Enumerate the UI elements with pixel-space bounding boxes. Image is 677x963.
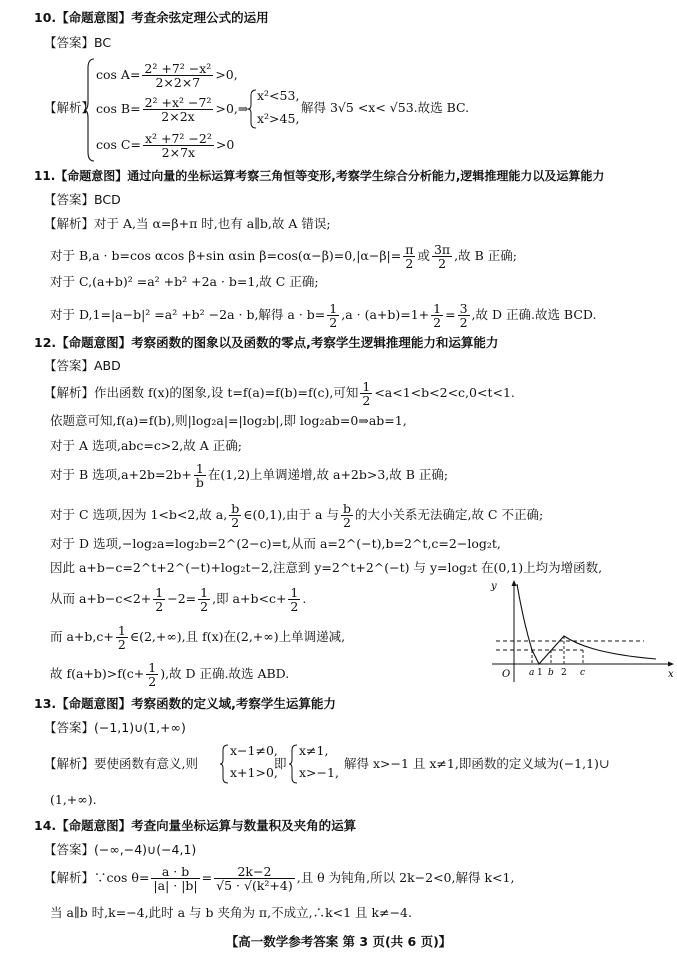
cosC-denominator: 2×7x	[161, 145, 196, 161]
q13-line1-mid: 即	[274, 756, 287, 771]
q12-l9-pre: 而 a+b,c+	[50, 629, 114, 645]
x-axis-arrow	[668, 662, 674, 667]
q14-l1-post: ,且 θ 为钝角,所以 2k−2<0,解得 k<1,	[296, 870, 515, 886]
q12-l5-frac1	[229, 502, 241, 529]
q12-l9-frac-den: 2	[117, 637, 126, 653]
q12-l10-post: ),故 D 正确.故选 ABD.	[160, 666, 290, 682]
q13-sys2a: x≠1,	[299, 743, 329, 758]
q11-title: 11.【命题意图】通过向量的坐标运算考察三角恒等变形,考察学生综合分析能力,逻辑推理能力以及运算能力	[34, 169, 605, 183]
q12-l4-frac-den: b	[195, 475, 204, 491]
q12-l8-post: .	[302, 591, 307, 607]
q11-b-frac2-den: 2	[438, 256, 447, 272]
function-curve	[517, 584, 656, 664]
cosC-numerator: x² +7² −2²	[144, 131, 212, 146]
cosC-label: cos C=	[96, 137, 141, 153]
q12-l8-frac2-num: 1	[200, 585, 209, 600]
q14-l1-frac1	[151, 865, 199, 892]
cosB-label: cos B=	[96, 101, 141, 117]
q10-left-brace	[84, 58, 96, 162]
q12-l1-frac-den: 2	[362, 393, 371, 409]
q12-l5-frac1-num: b	[231, 501, 240, 516]
q12-l8-frac1	[153, 586, 165, 613]
q11-d-frac2-num: 1	[433, 301, 442, 316]
q11-d-frac1	[327, 302, 339, 329]
cosB-fraction	[143, 96, 214, 123]
cosC-fraction	[143, 132, 214, 159]
q11-option-a: 【解析】对于 A,当 α=β+π 时,也有 a∥b,故 A 错误;	[44, 216, 331, 231]
graph-label-c: c	[580, 668, 586, 678]
q10-cosA	[96, 62, 238, 89]
q12-l5-post: 的大小关系无法确定,故 C 不正确;	[354, 507, 544, 523]
q12-l8-frac1-den: 2	[155, 599, 164, 615]
q12-l1-pre: 【解析】作出函数 f(x)的图象,设 t=f(a)=f(b)=f(c),可知	[44, 385, 359, 401]
q10-title: 10.【命题意图】考查余弦定理公式的运用	[34, 10, 269, 25]
q14-l1-frac2	[214, 865, 295, 892]
q11-b-pre: 对于 B,a · b=cos αcos β+sin αsin β=cos(α−β)=0,|α−β|=	[50, 248, 402, 264]
q11-b-frac1-num: π	[405, 242, 414, 257]
q12-l10-frac-num: 1	[148, 660, 157, 675]
q12-l5-mid: ∈(0,1),由于 a 与	[243, 507, 339, 523]
q10-analysis-label: 【解析】	[44, 100, 95, 115]
cosA-post: >0,	[215, 67, 238, 83]
graph-label-origin: O	[502, 669, 511, 680]
q12-l8-frac2-den: 2	[200, 599, 209, 615]
q12-l5-frac2	[341, 502, 353, 529]
q12-l5-frac2-den: 2	[343, 515, 351, 531]
q12-l8-frac3-num: 1	[290, 585, 299, 600]
q12-line2: 依题意可知,f(a)=f(b),则|log₂a|=|log₂b|,即 log₂ab=0⇒ab=1,	[50, 413, 407, 428]
q12-l1-frac	[360, 380, 372, 407]
q10-ineq1: x²<53,	[257, 88, 300, 103]
q11-d-frac1-den: 2	[329, 315, 338, 331]
q12-l9-post: ∈(2,+∞),且 f(x)在(2,+∞)上单调递减,	[129, 629, 346, 645]
cosB-post: >0,⇒	[215, 101, 249, 117]
q11-answer: 【答案】BCD	[44, 192, 121, 207]
q11-b-frac2	[432, 243, 452, 270]
q12-l4-post: 在(1,2)上单调递增,故 a+2b>3,故 B 正确;	[207, 467, 449, 483]
q11-d-frac3-den: 2	[459, 315, 468, 331]
cosA-numerator: 2² +7² −x²	[144, 61, 212, 76]
q12-l9-frac	[116, 624, 128, 651]
q11-b-post: ,故 B 正确;	[454, 248, 517, 264]
q10-cosC	[96, 132, 234, 159]
q12-l1-post: <a<1<b<2<c,0<t<1.	[374, 385, 515, 401]
q11-d-post: ,故 D 正确.故选 BCD.	[471, 307, 597, 323]
q12-l9-frac-num: 1	[117, 623, 126, 638]
q14-title: 14.【命题意图】考查向量坐标运算与数量积及夹角的运算	[34, 818, 357, 833]
q12-l10-frac	[146, 661, 158, 688]
graph-label-1: 1	[537, 668, 543, 678]
q13-title: 13.【命题意图】考察函数的定义域,考察学生运算能力	[34, 696, 336, 711]
q12-l8-mid2: ,即 a+b<c+	[212, 591, 287, 607]
graph-label-b: b	[548, 668, 554, 678]
q11-d-pre: 对于 D,1=|a−b|² =a² +b² −2a · b,解得 a · b=	[50, 307, 326, 323]
q13-sys2b: x>−1,	[299, 765, 339, 780]
q12-answer: 【答案】ABD	[44, 358, 121, 373]
q12-line7: 因此 a+b−c=2^t+2^(−t)+log₂t−2,注意到 y=2^t+2^(−t) 与 y=log₂t 在(0,1)上均为增函数,	[50, 560, 603, 575]
q14-l1-frac1-num: a · b	[151, 865, 199, 879]
graph-label-y: y	[491, 581, 497, 592]
q11-d-frac1-num: 1	[329, 301, 338, 316]
graph-label-x: x	[668, 669, 674, 680]
q11-b-frac1-den: 2	[405, 256, 414, 272]
q11-d-frac2-den: 2	[433, 315, 442, 331]
q12-line6: 对于 D 选项,−log₂a=log₂b=2^(2−c)=t,从而 a=2^(−t),b=2^t,c=2−log₂t,	[50, 536, 501, 551]
q14-l1-frac1-den: |a| · |b|	[153, 878, 198, 894]
q12-l10-frac-den: 2	[148, 674, 157, 690]
cosA-denominator: 2×2×7	[155, 75, 201, 91]
q11-d-mid2: =	[445, 307, 456, 323]
q14-l1-pre: 【解析】∵cos θ=	[44, 870, 150, 886]
q14-l1-frac2-den: √5 · √(k²+4)	[216, 878, 293, 894]
q12-l8-frac3-den: 2	[290, 599, 299, 615]
cosC-post: >0	[215, 137, 235, 153]
q12-line8	[50, 586, 306, 613]
q11-d-mid: ,a · (a+b)=1+	[341, 307, 430, 323]
q10-ineq2: x²>45,	[257, 111, 300, 126]
q11-b-frac1	[403, 243, 415, 270]
q10-cosB	[96, 96, 248, 123]
q12-l8-pre: 从而 a+b−c<2+	[50, 591, 152, 607]
q12-l8-frac3	[288, 586, 300, 613]
q12-line9	[50, 624, 345, 651]
y-axis-arrow	[512, 580, 517, 586]
page-footer: 【高一数学参考答案 第 3 页(共 6 页)】	[225, 934, 452, 949]
q13-line1-pre: 【解析】要使函数有意义,则	[44, 756, 198, 771]
q14-line2: 当 a∥b 时,k=−4,此时 a 与 b 夹角为 π,不成立,∴k<1 且 k≠−4.	[50, 905, 412, 920]
q11-b-mid: 或	[417, 248, 430, 264]
q14-line1	[44, 865, 514, 892]
q12-l8-frac2	[198, 586, 210, 613]
q12-l4-frac	[194, 462, 206, 489]
graph-label-2: 2	[561, 668, 567, 678]
q12-function-graph	[488, 578, 677, 683]
q14-l1-mid: =	[201, 870, 213, 886]
q12-line10	[50, 661, 289, 688]
q12-line1	[44, 380, 515, 407]
q13-line1-post: 解得 x>−1 且 x≠1,即函数的定义域为(−1,1)∪	[344, 756, 610, 771]
q11-d-frac3-num: 3	[459, 301, 468, 316]
q12-l4-pre: 对于 B 选项,a+2b=2b+	[50, 467, 192, 483]
q12-l8-frac1-num: 1	[155, 585, 164, 600]
q12-l5-frac2-num: b	[342, 501, 351, 516]
q13-brace-2	[289, 744, 299, 784]
q12-l5-pre: 对于 C 选项,因为 1<b<2,故 a,	[50, 507, 228, 523]
q12-title: 12.【命题意图】考察函数的图象以及函数的零点,考察学生逻辑推理能力和运算能力	[34, 335, 499, 350]
cosA-fraction	[142, 62, 213, 89]
q12-l10-pre: 故 f(a+b)>f(c+	[50, 666, 145, 682]
q11-option-d	[50, 302, 596, 329]
cosB-numerator: 2² +x² −7²	[144, 95, 212, 110]
cosA-label: cos A=	[96, 67, 141, 83]
q12-line4	[50, 462, 448, 489]
q13-brace-1	[220, 744, 230, 784]
q10-conclusion: 解得 3√5 <x< √53.故选 BC.	[301, 100, 470, 115]
cosB-denominator: 2×2x	[161, 109, 195, 125]
q12-l4-frac-num: 1	[194, 462, 206, 476]
q12-l5-frac1-den: 2	[231, 515, 240, 531]
q10-answer: 【答案】BC	[44, 35, 112, 50]
q11-option-b	[50, 243, 517, 270]
q12-line5	[50, 502, 543, 529]
q14-answer: 【答案】(−∞,−4)∪(−4,1)	[44, 842, 197, 857]
q13-sys1b: x+1>0,	[230, 765, 278, 780]
q14-l1-frac2-num: 2k−2	[214, 865, 295, 879]
q13-line2: (1,+∞).	[50, 792, 97, 807]
q12-l1-frac-num: 1	[362, 379, 371, 394]
q12-line3: 对于 A 选项,abc=c>2,故 A 正确;	[50, 438, 242, 453]
q11-b-frac2-num: 3π	[433, 242, 451, 257]
q13-answer: 【答案】(−1,1)∪(1,+∞)	[44, 720, 186, 735]
q12-l8-mid: −2=	[167, 591, 197, 607]
q11-d-frac3	[458, 302, 470, 329]
graph-label-a: a	[529, 668, 535, 678]
q13-sys1a: x−1≠0,	[230, 743, 278, 758]
q11-d-frac2	[431, 302, 443, 329]
q11-option-c: 对于 C,(a+b)² =a² +b² +2a · b=1,故 C 正确;	[50, 274, 319, 289]
